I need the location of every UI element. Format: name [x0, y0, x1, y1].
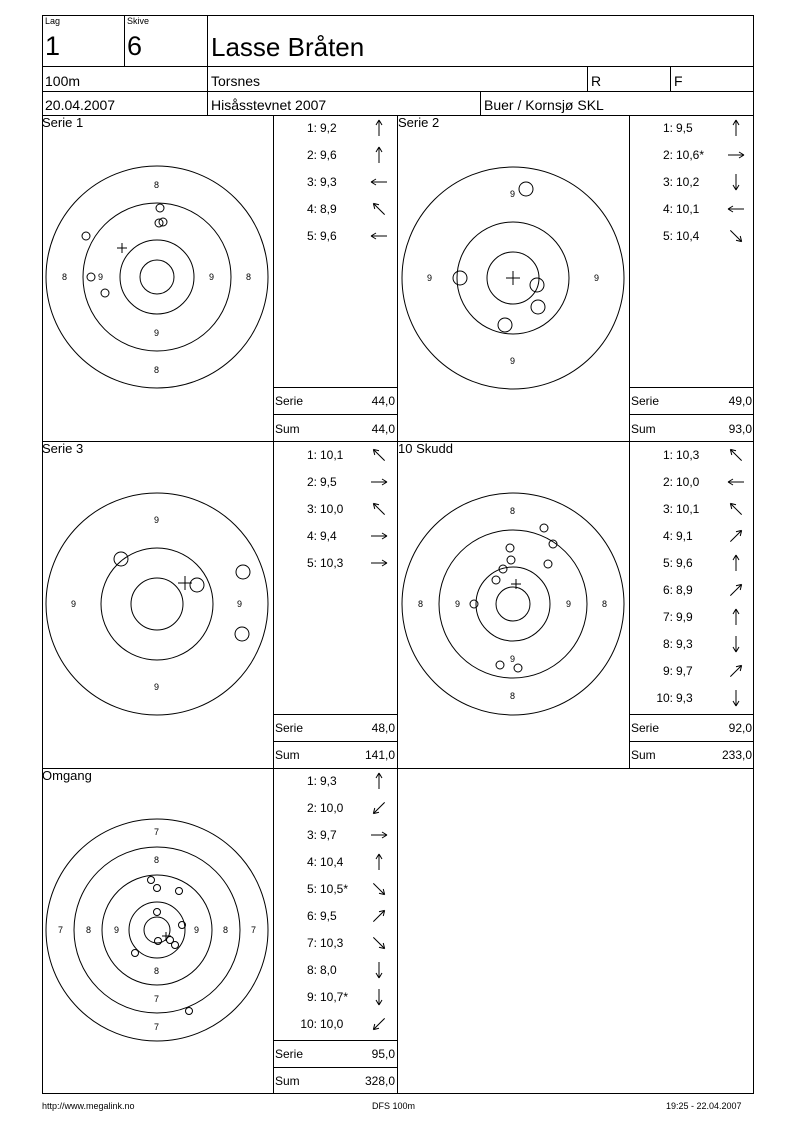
direction-arrow-icon — [726, 226, 746, 246]
sum-value: 44,0 — [371, 422, 395, 436]
lag-value: 1 — [45, 31, 61, 61]
shot-score: 9,4 — [320, 529, 337, 543]
shot-hole — [235, 627, 249, 641]
shot-number: 10: — [656, 691, 673, 705]
direction-arrow-icon — [369, 145, 389, 165]
sum-value: 233,0 — [721, 748, 752, 762]
direction-arrow-icon — [726, 199, 746, 219]
shot-hole — [530, 278, 544, 292]
shot-hole — [172, 942, 179, 949]
shot-list-serie-2 — [629, 121, 754, 381]
shot-row — [629, 637, 754, 657]
direction-arrow-icon — [726, 688, 746, 708]
shot-hole — [453, 271, 467, 285]
shot-score: 9,3 — [320, 175, 337, 189]
shot-row — [273, 990, 397, 1010]
sum-value: 328,0 — [364, 1074, 395, 1088]
shot-row — [273, 121, 397, 141]
serie-value: 92,0 — [728, 721, 752, 735]
shot-hole — [544, 560, 552, 568]
shot-hole — [148, 877, 155, 884]
direction-arrow-icon — [369, 226, 389, 246]
shot-score: 10,0 — [320, 1017, 344, 1031]
shot-hole — [496, 661, 504, 669]
shot-score: 9,6 — [320, 148, 337, 162]
shot-number: 8: — [306, 963, 317, 977]
shot-score: 8,0 — [320, 963, 337, 977]
direction-arrow-icon — [726, 553, 746, 573]
shot-number: 1: — [662, 448, 673, 462]
direction-arrow-icon — [726, 526, 746, 546]
target-serie-1 — [46, 166, 268, 388]
shot-row — [273, 801, 397, 821]
lag-label: Lag — [45, 16, 61, 26]
club-name: Buer / Kornsjø SKL — [484, 97, 604, 113]
shot-row — [629, 475, 754, 495]
shot-number: 3: — [306, 828, 317, 842]
direction-arrow-icon — [726, 661, 746, 681]
direction-arrow-icon — [369, 960, 389, 980]
direction-arrow-icon — [369, 987, 389, 1007]
direction-arrow-icon — [726, 472, 746, 492]
shot-score: 10,4 — [676, 229, 700, 243]
shot-row — [273, 963, 397, 983]
shot-score: 10,7* — [320, 990, 349, 1004]
shot-row — [629, 502, 754, 522]
shot-hole — [506, 544, 514, 552]
shot-hole — [154, 885, 161, 892]
direction-arrow-icon — [369, 933, 389, 953]
f-label: F — [674, 73, 683, 89]
shot-score: 9,6 — [676, 556, 693, 570]
shot-number: 2: — [662, 148, 673, 162]
shot-score: 10,5* — [320, 882, 349, 896]
direction-arrow-icon — [369, 445, 389, 465]
shot-score: 8,9 — [676, 583, 693, 597]
shot-number: 5: — [662, 229, 673, 243]
shot-row — [273, 774, 397, 794]
shot-row — [629, 202, 754, 222]
shot-hole — [514, 664, 522, 672]
direction-arrow-icon — [369, 879, 389, 899]
shot-score: 10,0 — [676, 475, 700, 489]
shot-row — [273, 502, 397, 522]
shot-row — [273, 148, 397, 168]
event-name: Hisåsstevnet 2007 — [211, 97, 327, 113]
shot-number: 9: — [662, 664, 673, 678]
footer-timestamp: 19:25 - 22.04.2007 — [666, 1101, 742, 1111]
shot-hole — [540, 524, 548, 532]
shot-number: 4: — [306, 855, 317, 869]
shot-row — [629, 691, 754, 711]
shot-score: 10,3 — [676, 448, 700, 462]
shot-score: 9,9 — [676, 610, 693, 624]
shot-score: 10,1 — [676, 202, 700, 216]
direction-arrow-icon — [369, 172, 389, 192]
shot-hole — [190, 578, 204, 592]
shot-number: 5: — [306, 229, 317, 243]
shot-number: 8: — [662, 637, 673, 651]
shot-number: 1: — [662, 121, 673, 135]
shot-score: 9,5 — [320, 909, 337, 923]
direction-arrow-icon — [369, 771, 389, 791]
shot-number: 3: — [662, 502, 673, 516]
shot-number: 6: — [306, 909, 317, 923]
shot-score: 9,3 — [320, 774, 337, 788]
direction-arrow-icon — [726, 172, 746, 192]
center-mark — [506, 271, 520, 285]
shot-score: 10,3 — [320, 556, 344, 570]
shot-hole — [470, 600, 478, 608]
shot-row — [629, 148, 754, 168]
shot-row — [629, 583, 754, 603]
shot-score: 10,0 — [320, 801, 344, 815]
location: Torsnes — [211, 73, 261, 89]
shot-row — [629, 610, 754, 630]
shot-number: 9: — [306, 990, 317, 1004]
shot-score: 9,1 — [676, 529, 693, 543]
shot-number: 10: — [300, 1017, 317, 1031]
shot-number: 2: — [306, 801, 317, 815]
shot-row — [629, 664, 754, 684]
direction-arrow-icon — [726, 499, 746, 519]
direction-arrow-icon — [369, 472, 389, 492]
shot-row — [273, 475, 397, 495]
direction-arrow-icon — [369, 118, 389, 138]
shot-score: 10,0 — [320, 502, 344, 516]
shot-score: 9,2 — [320, 121, 337, 135]
serie-value: 44,0 — [371, 394, 395, 408]
shot-score: 9,7 — [320, 828, 337, 842]
shot-score: 9,3 — [676, 637, 693, 651]
shot-hole — [132, 950, 139, 957]
direction-arrow-icon — [726, 145, 746, 165]
shot-row — [273, 448, 397, 468]
footer-program: DFS 100m — [372, 1101, 416, 1111]
shot-list-serie-3 — [273, 448, 397, 708]
shot-number: 4: — [662, 529, 673, 543]
shot-hole — [236, 565, 250, 579]
shot-list-10-skudd — [629, 448, 754, 708]
shot-list-serie-1 — [273, 121, 397, 381]
shot-hole — [498, 318, 512, 332]
shot-number: 1: — [306, 774, 317, 788]
shot-score: 10,1 — [676, 502, 700, 516]
serie-value: 95,0 — [371, 1047, 395, 1061]
panel-title-serie-1: Serie 1 — [42, 115, 84, 130]
shot-number: 1: — [306, 448, 317, 462]
target-omgang — [46, 819, 268, 1041]
center-mark — [117, 243, 127, 253]
shot-hole — [114, 552, 128, 566]
center-mark — [178, 576, 192, 590]
shooter-name: Lasse Bråten — [211, 32, 365, 62]
shot-hole — [87, 273, 95, 281]
shot-score: 10,2 — [676, 175, 700, 189]
direction-arrow-icon — [726, 607, 746, 627]
panel-title-serie-3: Serie 3 — [42, 441, 84, 456]
shot-row — [273, 855, 397, 875]
shot-number: 1: — [306, 121, 317, 135]
shot-row — [273, 229, 397, 249]
direction-arrow-icon — [726, 634, 746, 654]
direction-arrow-icon — [369, 199, 389, 219]
shot-number: 2: — [306, 148, 317, 162]
shot-row — [629, 121, 754, 141]
shot-number: 3: — [306, 502, 317, 516]
shot-score: 8,9 — [320, 202, 337, 216]
shot-row — [273, 936, 397, 956]
shot-row — [629, 229, 754, 249]
shot-hole — [186, 1008, 193, 1015]
shot-score: 10,3 — [320, 936, 344, 950]
shot-number: 7: — [662, 610, 673, 624]
shot-number: 7: — [306, 936, 317, 950]
shot-number: 2: — [306, 475, 317, 489]
shot-row — [273, 882, 397, 902]
direction-arrow-icon — [726, 445, 746, 465]
footer-url: http://www.megalink.no — [42, 1101, 135, 1111]
shot-row — [273, 1017, 397, 1037]
shot-row — [273, 556, 397, 576]
panel-title-10-skudd: 10 Skudd — [398, 441, 453, 456]
date: 20.04.2007 — [45, 97, 116, 113]
shot-hole — [507, 556, 515, 564]
shot-number: 5: — [306, 556, 317, 570]
shot-score: 9,5 — [320, 475, 337, 489]
shot-row — [273, 909, 397, 929]
shot-hole — [156, 204, 164, 212]
shot-hole — [531, 300, 545, 314]
skive-value: 6 — [127, 31, 143, 61]
distance: 100m — [45, 73, 81, 89]
serie-value: 48,0 — [371, 721, 395, 735]
shot-number: 5: — [306, 882, 317, 896]
direction-arrow-icon — [369, 499, 389, 519]
shot-row — [629, 529, 754, 549]
direction-arrow-icon — [369, 798, 389, 818]
shot-row — [273, 529, 397, 549]
r-label: R — [591, 73, 602, 89]
panel-title-serie-2: Serie 2 — [398, 115, 440, 130]
direction-arrow-icon — [369, 852, 389, 872]
shot-list-omgang — [273, 774, 397, 1034]
shot-score: 9,7 — [676, 664, 693, 678]
shot-number: 4: — [306, 202, 317, 216]
sum-value: 93,0 — [728, 422, 752, 436]
shot-number: 2: — [662, 475, 673, 489]
shot-row — [273, 175, 397, 195]
shot-number: 5: — [662, 556, 673, 570]
shot-score: 9,5 — [676, 121, 693, 135]
shot-row — [629, 556, 754, 576]
direction-arrow-icon — [369, 825, 389, 845]
shot-row — [629, 448, 754, 468]
shot-hole — [176, 888, 183, 895]
direction-arrow-icon — [369, 906, 389, 926]
shot-hole — [82, 232, 90, 240]
direction-arrow-icon — [726, 118, 746, 138]
shot-hole — [519, 182, 533, 196]
shot-row — [629, 175, 754, 195]
shot-hole — [492, 576, 500, 584]
shot-score: 10,6* — [676, 148, 705, 162]
shot-number: 6: — [662, 583, 673, 597]
shot-number: 3: — [662, 175, 673, 189]
shot-row — [273, 202, 397, 222]
skive-label: Skive — [127, 16, 150, 26]
shot-hole — [154, 909, 161, 916]
shot-number: 4: — [662, 202, 673, 216]
shot-hole — [101, 289, 109, 297]
panel-title-omgang: Omgang — [42, 768, 92, 783]
shot-number: 3: — [306, 175, 317, 189]
direction-arrow-icon — [369, 526, 389, 546]
shot-row — [273, 828, 397, 848]
direction-arrow-icon — [369, 1014, 389, 1034]
sum-value: 141,0 — [364, 748, 395, 762]
shot-number: 4: — [306, 529, 317, 543]
target-10-skudd — [402, 493, 624, 715]
serie-value: 49,0 — [728, 394, 752, 408]
direction-arrow-icon — [726, 580, 746, 600]
shot-score: 9,6 — [320, 229, 337, 243]
shot-score: 9,3 — [676, 691, 693, 705]
direction-arrow-icon — [369, 553, 389, 573]
shot-score: 10,1 — [320, 448, 344, 462]
shot-score: 10,4 — [320, 855, 344, 869]
